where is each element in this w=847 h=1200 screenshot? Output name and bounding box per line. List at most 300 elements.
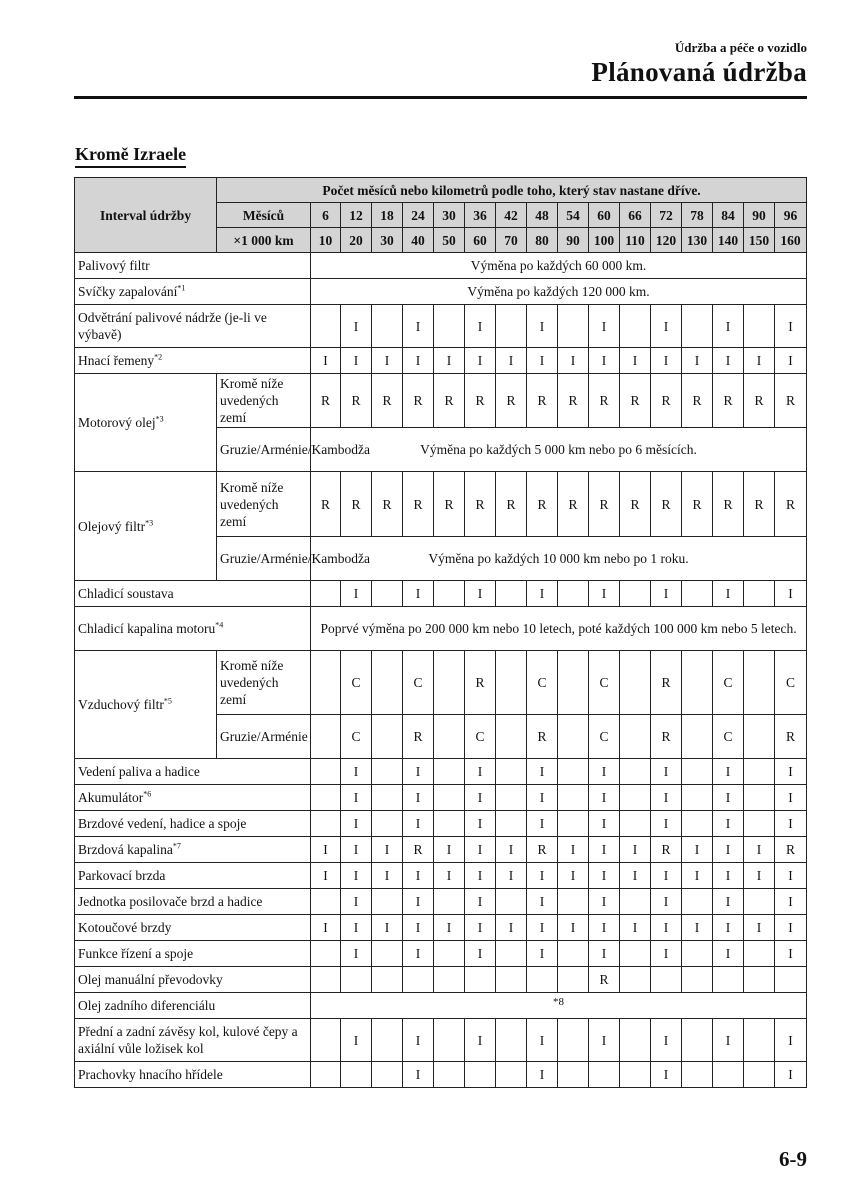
month-header: 18: [372, 203, 403, 228]
schedule-cell: I: [341, 1019, 372, 1062]
schedule-cell: C: [589, 651, 620, 715]
schedule-cell: I: [713, 581, 744, 607]
schedule-cell: I: [713, 348, 744, 374]
schedule-cell: [465, 1062, 496, 1088]
schedule-cell: I: [311, 863, 341, 889]
schedule-cell: I: [403, 811, 434, 837]
schedule-cell: R: [496, 472, 527, 537]
schedule-cell: [558, 1062, 589, 1088]
item-cell: [75, 785, 311, 811]
schedule-cell: I: [713, 941, 744, 967]
schedule-cell: I: [651, 811, 682, 837]
item-label: Funkce řízení a spoje: [78, 946, 194, 961]
schedule-cell: I: [651, 915, 682, 941]
schedule-cell: I: [527, 811, 558, 837]
schedule-cell: I: [434, 915, 465, 941]
schedule-cell: [496, 305, 527, 348]
schedule-cell: I: [341, 863, 372, 889]
schedule-cell: I: [744, 348, 775, 374]
item-label: Motorový olej: [78, 415, 156, 430]
item-cell: [75, 607, 311, 651]
schedule-cell: I: [651, 1019, 682, 1062]
schedule-cell: I: [558, 837, 589, 863]
km-header: 10: [311, 228, 341, 253]
footnote-ref: *2: [154, 352, 163, 362]
schedule-cell: [372, 811, 403, 837]
schedule-cell: [558, 759, 589, 785]
schedule-cell: R: [620, 374, 651, 428]
item-cell: [75, 1062, 311, 1088]
schedule-cell: I: [465, 1019, 496, 1062]
schedule-cell: I: [589, 581, 620, 607]
schedule-cell: I: [403, 348, 434, 374]
km-header: 160: [775, 228, 807, 253]
months-label: Měsíců: [217, 203, 311, 228]
schedule-cell: [744, 889, 775, 915]
schedule-cell: R: [775, 472, 807, 537]
schedule-cell: I: [341, 915, 372, 941]
schedule-cell: I: [589, 941, 620, 967]
schedule-cell: [744, 581, 775, 607]
schedule-cell: C: [527, 651, 558, 715]
item-cell: [75, 279, 311, 305]
schedule-cell: R: [775, 374, 807, 428]
schedule-cell: [496, 811, 527, 837]
schedule-cell: R: [403, 472, 434, 537]
schedule-cell: I: [465, 759, 496, 785]
schedule-cell: [713, 967, 744, 993]
km-header: 60: [465, 228, 496, 253]
schedule-cell: I: [744, 915, 775, 941]
schedule-cell: [713, 1062, 744, 1088]
schedule-cell: [651, 967, 682, 993]
schedule-cell: R: [465, 651, 496, 715]
schedule-cell: I: [403, 305, 434, 348]
schedule-cell: [682, 581, 713, 607]
schedule-cell: I: [558, 348, 589, 374]
schedule-cell: I: [403, 1019, 434, 1062]
schedule-cell: I: [620, 863, 651, 889]
schedule-cell: I: [527, 785, 558, 811]
schedule-cell: I: [775, 759, 807, 785]
schedule-cell: [744, 941, 775, 967]
schedule-cell: [372, 305, 403, 348]
schedule-cell: [496, 651, 527, 715]
schedule-cell: [434, 715, 465, 759]
page-title: Plánovaná údržba: [591, 57, 807, 87]
schedule-cell: [620, 581, 651, 607]
page-number: 6-9: [779, 1147, 807, 1171]
item-label: Chladicí soustava: [78, 586, 174, 601]
schedule-cell: [620, 811, 651, 837]
schedule-cell: R: [775, 715, 807, 759]
schedule-cell: [682, 715, 713, 759]
schedule-cell: I: [775, 889, 807, 915]
footnote-ref: *5: [163, 696, 172, 706]
schedule-cell: I: [775, 811, 807, 837]
schedule-cell: [403, 967, 434, 993]
schedule-cell: I: [589, 889, 620, 915]
item-cell: [75, 967, 311, 993]
schedule-cell: [372, 1019, 403, 1062]
schedule-cell: C: [341, 715, 372, 759]
item-label: Hnací řemeny: [78, 353, 155, 368]
schedule-cell: I: [311, 837, 341, 863]
interval-note: Výměna po každých 120 000 km.: [311, 279, 807, 305]
schedule-cell: I: [589, 837, 620, 863]
schedule-cell: [372, 967, 403, 993]
schedule-cell: [434, 967, 465, 993]
interval-header: Interval údržby: [75, 178, 217, 253]
item-cell: [75, 651, 217, 759]
table-row: [75, 279, 807, 305]
schedule-cell: I: [311, 915, 341, 941]
table-row: [75, 863, 807, 889]
schedule-cell: I: [496, 348, 527, 374]
schedule-cell: [372, 581, 403, 607]
interval-note: Poprvé výměna po 200 000 km nebo 10 letech, poté každých 100 000 km nebo 5 letech.: [311, 607, 807, 651]
schedule-cell: I: [651, 348, 682, 374]
schedule-cell: [682, 889, 713, 915]
item-label: Jednotka posilovače brzd a hadice: [78, 894, 263, 909]
schedule-cell: I: [589, 915, 620, 941]
item-cell: [75, 837, 311, 863]
schedule-cell: R: [403, 837, 434, 863]
schedule-cell: I: [403, 1062, 434, 1088]
schedule-cell: I: [527, 915, 558, 941]
item-label: Palivový filtr: [78, 258, 150, 273]
schedule-cell: [372, 1062, 403, 1088]
schedule-cell: [682, 785, 713, 811]
item-label: Vzduchový filtr: [78, 697, 164, 712]
month-header: 54: [558, 203, 589, 228]
footnote-ref: *7: [172, 841, 181, 851]
schedule-cell: I: [372, 348, 403, 374]
km-header: 140: [713, 228, 744, 253]
item-cell: [75, 863, 311, 889]
schedule-cell: [558, 715, 589, 759]
schedule-cell: R: [558, 374, 589, 428]
footnote-ref: *3: [155, 414, 164, 424]
schedule-cell: [620, 785, 651, 811]
table-row: [75, 889, 807, 915]
item-label: Chladicí kapalina motoru: [78, 621, 216, 636]
schedule-cell: [496, 759, 527, 785]
item-label: Svíčky zapalování: [78, 284, 178, 299]
schedule-cell: I: [527, 1062, 558, 1088]
table-row: [75, 1062, 807, 1088]
schedule-cell: I: [589, 863, 620, 889]
schedule-cell: I: [403, 581, 434, 607]
item-cell: [75, 811, 311, 837]
interval-note: Výměna po každých 10 000 km nebo po 1 roku.: [311, 537, 807, 581]
table-row: [75, 941, 807, 967]
schedule-cell: [496, 715, 527, 759]
table-row: [75, 837, 807, 863]
schedule-cell: [496, 889, 527, 915]
month-header: 84: [713, 203, 744, 228]
region-label: Gruzie/Arménie/Kambodža: [217, 428, 311, 472]
schedule-cell: R: [589, 967, 620, 993]
km-header: 100: [589, 228, 620, 253]
schedule-cell: [311, 811, 341, 837]
footnote-ref: *3: [145, 518, 154, 527]
schedule-cell: I: [465, 941, 496, 967]
item-label: Vedení paliva a hadice: [78, 764, 200, 779]
schedule-cell: [744, 305, 775, 348]
schedule-cell: [434, 941, 465, 967]
schedule-cell: [682, 1019, 713, 1062]
schedule-cell: [311, 785, 341, 811]
schedule-cell: R: [527, 837, 558, 863]
month-header: 24: [403, 203, 434, 228]
schedule-cell: [558, 581, 589, 607]
schedule-cell: [558, 941, 589, 967]
km-header: 120: [651, 228, 682, 253]
region-label: Gruzie/Arménie/Kambodža: [217, 537, 311, 581]
schedule-cell: [311, 889, 341, 915]
schedule-cell: I: [496, 915, 527, 941]
schedule-cell: I: [465, 785, 496, 811]
schedule-cell: [620, 305, 651, 348]
schedule-cell: [311, 305, 341, 348]
footnote-ref: *6: [143, 789, 152, 799]
schedule-cell: I: [651, 581, 682, 607]
schedule-cell: I: [775, 915, 807, 941]
schedule-cell: [744, 651, 775, 715]
schedule-cell: I: [341, 837, 372, 863]
schedule-cell: I: [713, 863, 744, 889]
schedule-cell: [744, 811, 775, 837]
item-label: Olejový filtr: [78, 518, 146, 534]
schedule-cell: [372, 889, 403, 915]
table-row: [75, 581, 807, 607]
schedule-cell: [341, 1062, 372, 1088]
footnote-ref: *1: [177, 283, 186, 293]
schedule-cell: I: [465, 811, 496, 837]
interval-note: *8: [311, 993, 807, 1019]
schedule-cell: [682, 1062, 713, 1088]
schedule-cell: I: [651, 889, 682, 915]
table-row: [75, 967, 807, 993]
km-header: 20: [341, 228, 372, 253]
schedule-cell: R: [651, 715, 682, 759]
header-rule: [74, 96, 807, 99]
item-label: Olej zadního diferenciálu: [78, 998, 216, 1013]
item-cell: [75, 348, 311, 374]
schedule-cell: [311, 581, 341, 607]
schedule-cell: R: [465, 374, 496, 428]
schedule-cell: I: [527, 305, 558, 348]
schedule-cell: I: [403, 863, 434, 889]
region-label: Kromě níže uvedených zemí: [217, 374, 311, 428]
month-header: 30: [434, 203, 465, 228]
item-cell: [75, 1019, 311, 1062]
schedule-cell: [558, 889, 589, 915]
item-cell: [75, 993, 311, 1019]
item-cell: [75, 915, 311, 941]
schedule-cell: I: [589, 759, 620, 785]
table-row: [75, 993, 807, 1019]
item-label: Odvětrání palivové nádrže (je-li ve výbavě): [78, 310, 267, 342]
schedule-cell: [775, 967, 807, 993]
schedule-cell: [682, 811, 713, 837]
schedule-cell: I: [558, 863, 589, 889]
item-cell: [75, 305, 311, 348]
km-label: ×1 000 km: [217, 228, 311, 253]
schedule-cell: I: [651, 759, 682, 785]
schedule-cell: [372, 785, 403, 811]
month-header: 72: [651, 203, 682, 228]
schedule-cell: [620, 889, 651, 915]
month-header: 66: [620, 203, 651, 228]
schedule-cell: [558, 305, 589, 348]
schedule-cell: [372, 759, 403, 785]
schedule-cell: I: [527, 941, 558, 967]
schedule-cell: I: [744, 837, 775, 863]
schedule-cell: [434, 1062, 465, 1088]
schedule-cell: I: [527, 863, 558, 889]
schedule-cell: [372, 651, 403, 715]
schedule-cell: [744, 715, 775, 759]
schedule-cell: I: [558, 915, 589, 941]
schedule-cell: I: [620, 837, 651, 863]
month-header: 42: [496, 203, 527, 228]
schedule-cell: I: [620, 348, 651, 374]
schedule-cell: [682, 305, 713, 348]
schedule-cell: R: [527, 715, 558, 759]
schedule-cell: I: [589, 811, 620, 837]
schedule-cell: [744, 967, 775, 993]
schedule-cell: R: [311, 374, 341, 428]
schedule-cell: [434, 811, 465, 837]
schedule-cell: I: [775, 785, 807, 811]
schedule-cell: R: [651, 651, 682, 715]
month-header: 78: [682, 203, 713, 228]
schedule-cell: I: [465, 581, 496, 607]
schedule-cell: I: [403, 785, 434, 811]
schedule-cell: [434, 889, 465, 915]
schedule-cell: [682, 651, 713, 715]
item-label: Akumulátor: [78, 790, 144, 805]
schedule-cell: C: [403, 651, 434, 715]
schedule-cell: I: [434, 837, 465, 863]
schedule-cell: I: [341, 305, 372, 348]
schedule-cell: C: [775, 651, 807, 715]
schedule-cell: I: [341, 811, 372, 837]
schedule-cell: [311, 651, 341, 715]
km-header: 30: [372, 228, 403, 253]
schedule-cell: I: [341, 941, 372, 967]
schedule-cell: I: [311, 348, 341, 374]
schedule-cell: R: [589, 374, 620, 428]
schedule-cell: R: [341, 472, 372, 537]
schedule-cell: R: [682, 374, 713, 428]
schedule-cell: [589, 1062, 620, 1088]
schedule-cell: [682, 967, 713, 993]
interval-note: Výměna po každých 5 000 km nebo po 6 měsících.: [311, 428, 807, 472]
schedule-cell: I: [496, 837, 527, 863]
schedule-cell: I: [682, 837, 713, 863]
schedule-cell: I: [403, 889, 434, 915]
item-cell: [75, 253, 311, 279]
schedule-cell: I: [682, 915, 713, 941]
km-header: 70: [496, 228, 527, 253]
schedule-cell: I: [682, 348, 713, 374]
schedule-cell: I: [713, 759, 744, 785]
schedule-cell: [682, 759, 713, 785]
km-header: 150: [744, 228, 775, 253]
table-row: [75, 607, 807, 651]
schedule-cell: [496, 1062, 527, 1088]
schedule-cell: [434, 581, 465, 607]
schedule-cell: I: [434, 863, 465, 889]
item-cell: [75, 759, 311, 785]
schedule-cell: I: [775, 1062, 807, 1088]
schedule-cell: C: [589, 715, 620, 759]
section-title: Kromě Izraele: [75, 144, 186, 168]
month-header: 12: [341, 203, 372, 228]
month-header: 36: [465, 203, 496, 228]
table-row: [75, 811, 807, 837]
schedule-cell: I: [372, 837, 403, 863]
km-header: 40: [403, 228, 434, 253]
schedule-cell: R: [713, 472, 744, 537]
schedule-cell: [744, 1019, 775, 1062]
schedule-cell: [620, 651, 651, 715]
schedule-cell: [434, 651, 465, 715]
schedule-cell: R: [558, 472, 589, 537]
item-cell: [75, 889, 311, 915]
schedule-cell: [341, 967, 372, 993]
schedule-cell: [620, 715, 651, 759]
table-row: [75, 253, 807, 279]
schedule-cell: I: [403, 759, 434, 785]
schedule-cell: R: [651, 374, 682, 428]
schedule-cell: I: [651, 305, 682, 348]
km-header: 110: [620, 228, 651, 253]
schedule-cell: R: [372, 472, 403, 537]
item-cell: [75, 941, 311, 967]
item-label: Kotoučové brzdy: [78, 920, 172, 935]
schedule-cell: I: [620, 915, 651, 941]
schedule-cell: [496, 1019, 527, 1062]
item-label: Přední a zadní závěsy kol, kulové čepy a axiální vůle ložisek kol: [78, 1024, 298, 1056]
schedule-cell: [620, 967, 651, 993]
schedule-cell: I: [341, 759, 372, 785]
schedule-cell: R: [496, 374, 527, 428]
schedule-cell: R: [620, 472, 651, 537]
schedule-cell: I: [713, 889, 744, 915]
schedule-cell: [311, 715, 341, 759]
schedule-cell: [620, 941, 651, 967]
table-row: [75, 759, 807, 785]
schedule-cell: R: [744, 374, 775, 428]
schedule-cell: I: [775, 305, 807, 348]
schedule-cell: I: [465, 305, 496, 348]
schedule-cell: I: [651, 941, 682, 967]
schedule-cell: I: [527, 889, 558, 915]
schedule-cell: I: [651, 863, 682, 889]
schedule-cell: I: [682, 863, 713, 889]
schedule-cell: R: [434, 472, 465, 537]
schedule-cell: I: [434, 348, 465, 374]
schedule-cell: C: [713, 715, 744, 759]
schedule-cell: R: [372, 374, 403, 428]
schedule-cell: I: [341, 785, 372, 811]
schedule-cell: R: [311, 472, 341, 537]
schedule-cell: I: [403, 915, 434, 941]
